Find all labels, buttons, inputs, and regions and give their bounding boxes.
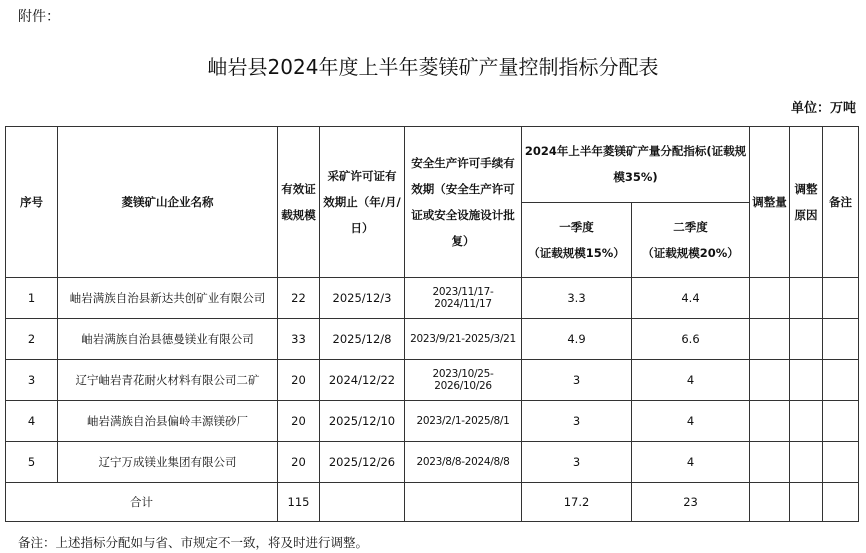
cell-seq: 1	[6, 278, 58, 319]
cell-q1: 3	[522, 442, 632, 483]
cell-q1: 3	[522, 401, 632, 442]
cell-expiry: 2025/12/10	[320, 401, 405, 442]
header-company: 菱镁矿山企业名称	[58, 127, 278, 278]
cell-seq: 3	[6, 360, 58, 401]
cell-company: 辽宁万成镁业集团有限公司	[58, 442, 278, 483]
total-remark	[823, 483, 859, 522]
cell-expiry: 2025/12/26	[320, 442, 405, 483]
cell-company: 辽宁岫岩青花耐火材料有限公司二矿	[58, 360, 278, 401]
cell-q2: 4.4	[632, 278, 750, 319]
cell-company: 岫岩满族自治县偏岭丰源镁砂厂	[58, 401, 278, 442]
cell-expiry: 2024/12/22	[320, 360, 405, 401]
header-seq: 序号	[6, 127, 58, 278]
cell-safety: 2023/10/25-2026/10/26	[405, 360, 522, 401]
header-q1-label: 一季度	[559, 219, 594, 234]
quota-table	[5, 126, 859, 522]
footnote: 备注：上述指标分配如与省、市规定不一致，将及时进行调整。	[18, 535, 369, 550]
header-q2-sub: （证载规模20%）	[642, 245, 739, 260]
header-h1-quota: 2024年上半年菱镁矿产量分配指标(证载规模35%)	[522, 127, 750, 203]
cell-adjust-reason	[790, 442, 823, 483]
header-adjust-reason: 调整原因	[790, 127, 823, 278]
table-row	[6, 442, 859, 483]
cell-adjust-reason	[790, 319, 823, 360]
cell-remark	[823, 360, 859, 401]
total-adjust-reason	[790, 483, 823, 522]
cell-scale: 20	[278, 401, 320, 442]
cell-adjust-amount	[750, 278, 790, 319]
cell-safety: 2023/9/21-2025/3/21	[405, 319, 522, 360]
header-q1	[522, 202, 632, 278]
cell-safety: 2023/11/17-2024/11/17	[405, 278, 522, 319]
total-q2: 23	[632, 483, 750, 522]
cell-remark	[823, 442, 859, 483]
cell-adjust-amount	[750, 401, 790, 442]
header-remark: 备注	[823, 127, 859, 278]
header-safety: 安全生产许可手续有效期（安全生产许可证或安全设施设计批复）	[405, 127, 522, 278]
total-row	[6, 483, 859, 522]
cell-adjust-amount	[750, 442, 790, 483]
cell-q1: 4.9	[522, 319, 632, 360]
cell-adjust-reason	[790, 360, 823, 401]
cell-scale: 33	[278, 319, 320, 360]
total-q1: 17.2	[522, 483, 632, 522]
unit-label: 单位：万吨	[790, 101, 856, 116]
header-adjust-amount: 调整量	[750, 127, 790, 278]
table-row	[6, 360, 859, 401]
cell-remark	[823, 278, 859, 319]
cell-seq: 5	[6, 442, 58, 483]
cell-seq: 2	[6, 319, 58, 360]
header-license-expiry: 采矿许可证有效期止（年/月/日）	[320, 127, 405, 278]
cell-expiry: 2025/12/8	[320, 319, 405, 360]
cell-q2: 4	[632, 401, 750, 442]
header-q2	[632, 202, 750, 278]
cell-adjust-reason	[790, 278, 823, 319]
cell-q2: 6.6	[632, 319, 750, 360]
cell-company: 岫岩满族自治县德曼镁业有限公司	[58, 319, 278, 360]
table-row	[6, 401, 859, 442]
total-adjust-amount	[750, 483, 790, 522]
cell-remark	[823, 401, 859, 442]
table-row	[6, 319, 859, 360]
total-label: 合计	[6, 483, 278, 522]
cell-expiry: 2025/12/3	[320, 278, 405, 319]
cell-q2: 4	[632, 442, 750, 483]
cell-adjust-reason	[790, 401, 823, 442]
header-scale: 有效证载规模	[278, 127, 320, 278]
total-expiry	[320, 483, 405, 522]
cell-safety: 2023/2/1-2025/8/1	[405, 401, 522, 442]
cell-adjust-amount	[750, 319, 790, 360]
page-title: 岫岩县2024年度上半年菱镁矿产量控制指标分配表	[207, 55, 659, 79]
cell-company: 岫岩满族自治县新达共创矿业有限公司	[58, 278, 278, 319]
header-q1-sub: （证载规模15%）	[528, 245, 625, 260]
header-q2-label: 二季度	[673, 219, 708, 234]
cell-q1: 3	[522, 360, 632, 401]
cell-q2: 4	[632, 360, 750, 401]
header-row	[6, 127, 859, 203]
cell-scale: 20	[278, 442, 320, 483]
cell-q1: 3.3	[522, 278, 632, 319]
cell-seq: 4	[6, 401, 58, 442]
table-row	[6, 278, 859, 319]
cell-adjust-amount	[750, 360, 790, 401]
cell-scale: 20	[278, 360, 320, 401]
cell-safety: 2023/8/8-2024/8/8	[405, 442, 522, 483]
total-scale: 115	[278, 483, 320, 522]
total-safety	[405, 483, 522, 522]
attachment-label: 附件：	[18, 9, 60, 25]
cell-remark	[823, 319, 859, 360]
cell-scale: 22	[278, 278, 320, 319]
